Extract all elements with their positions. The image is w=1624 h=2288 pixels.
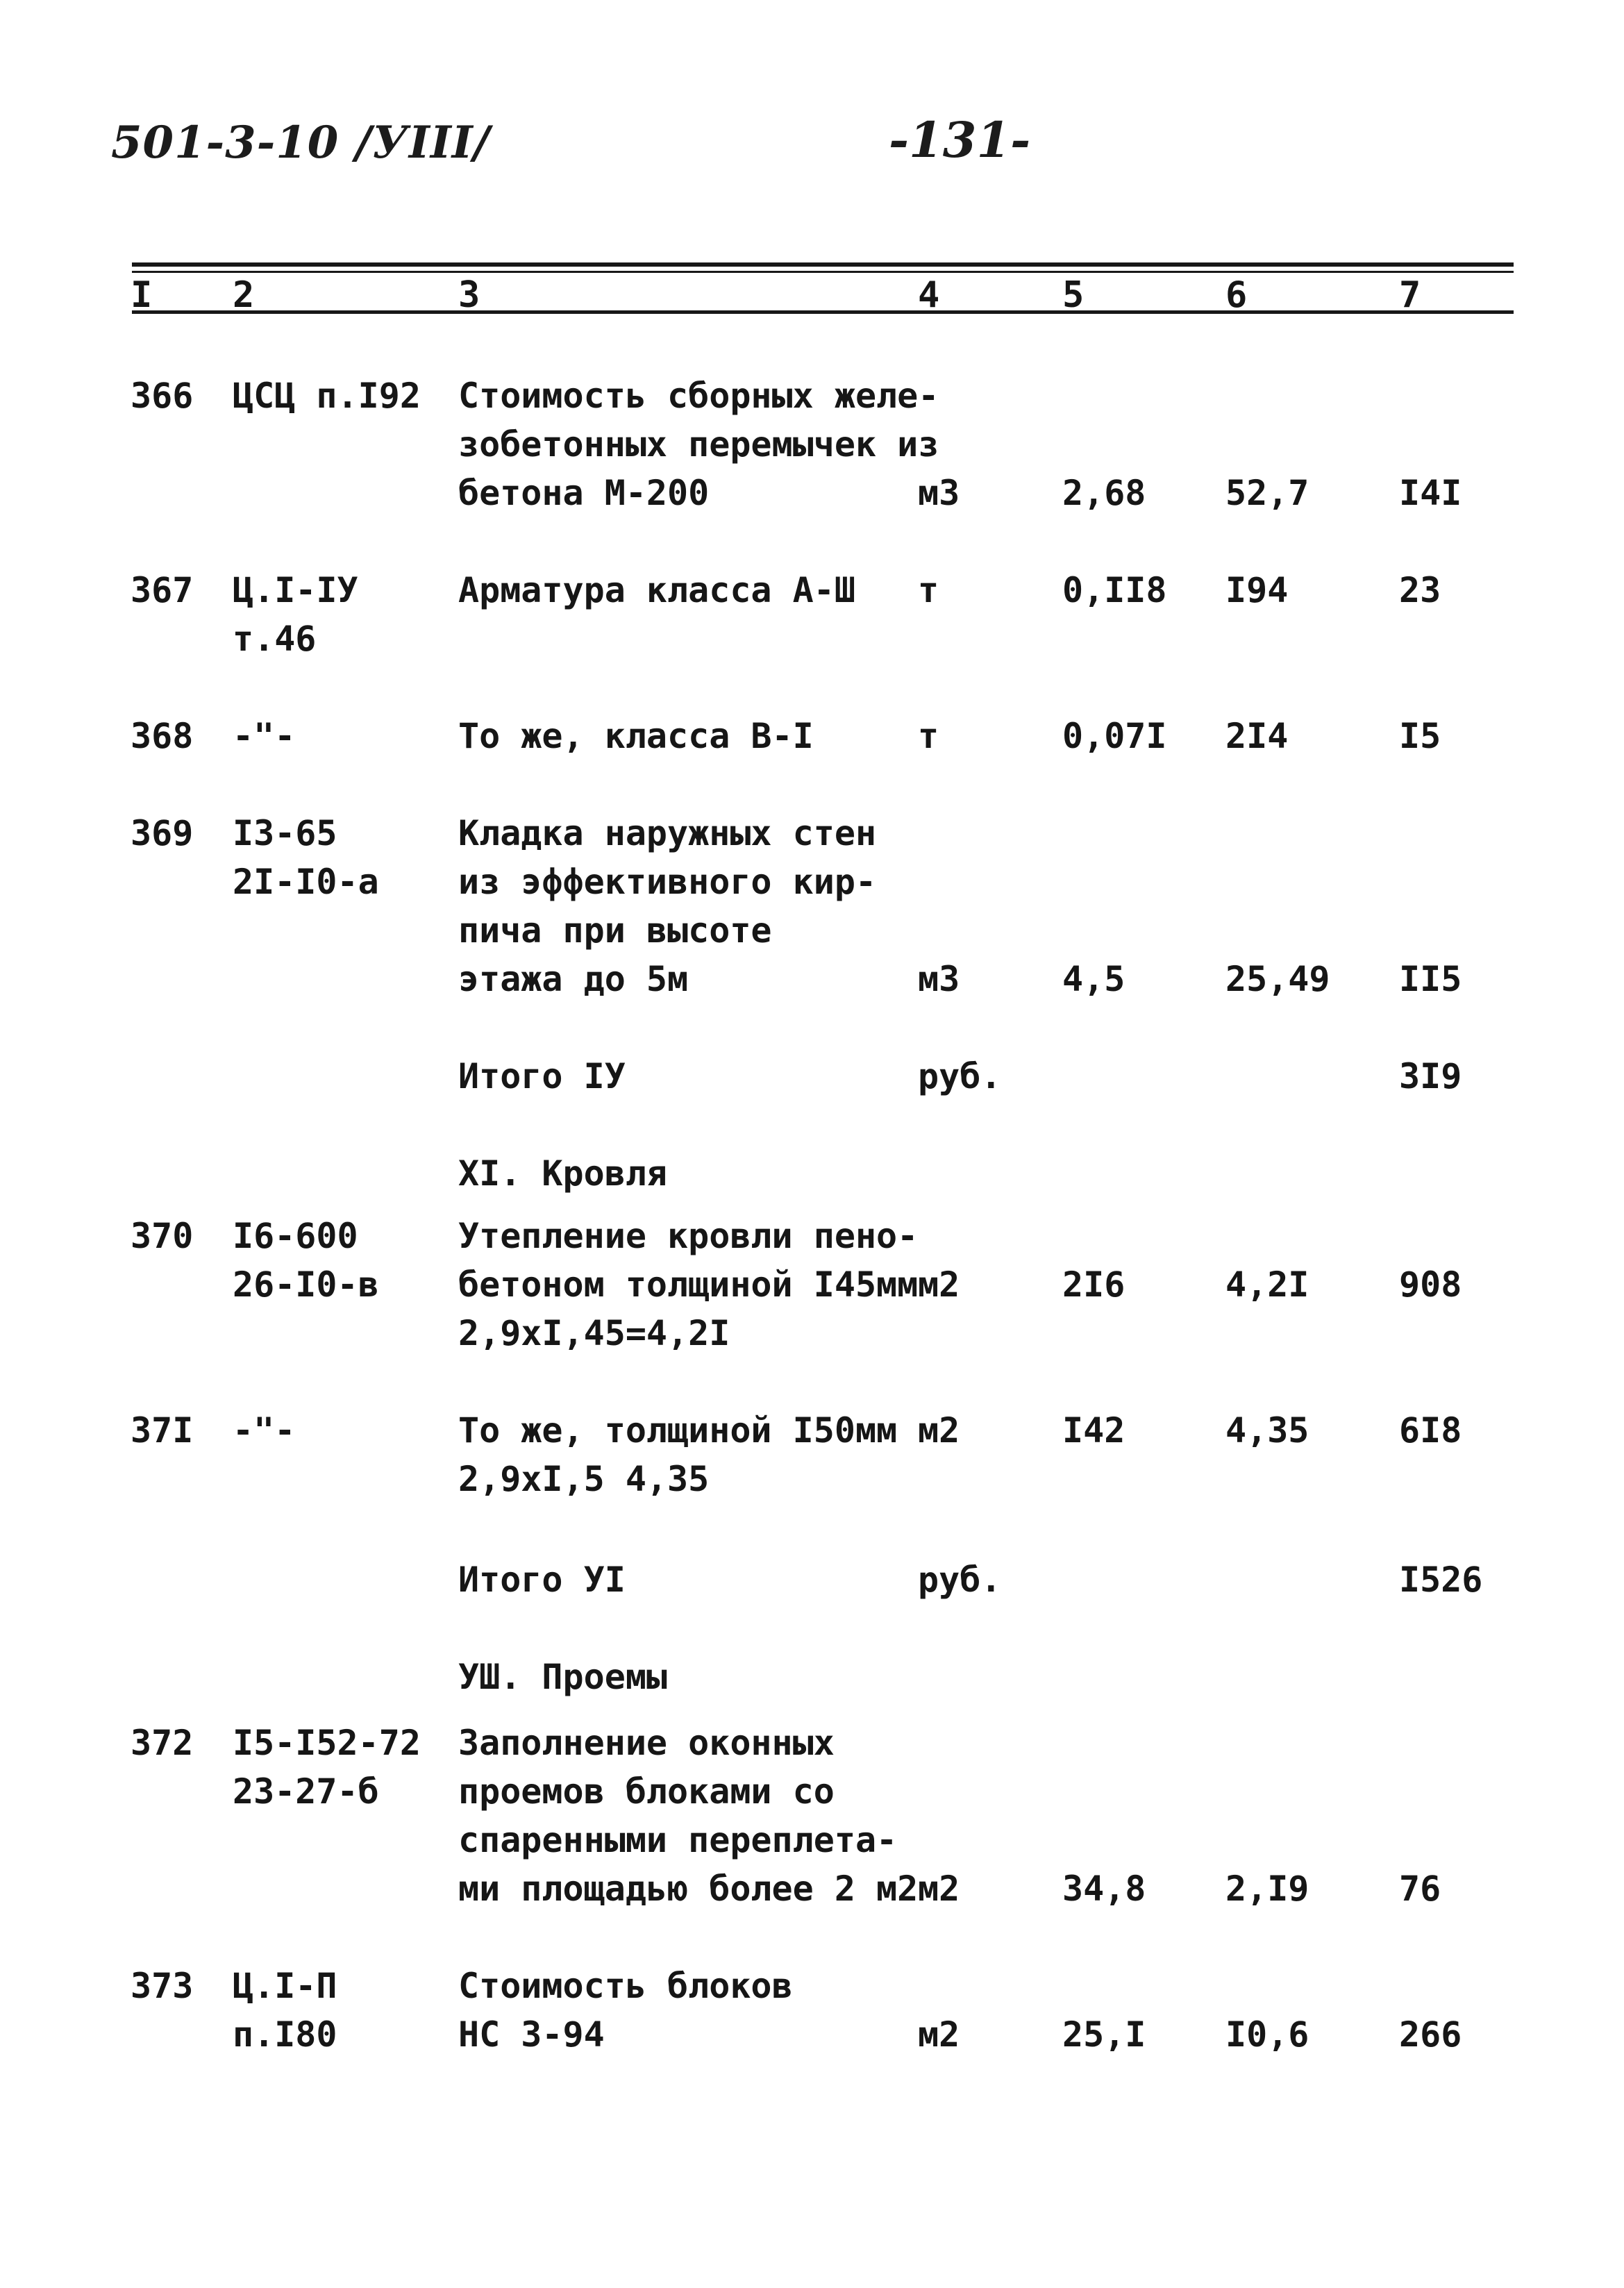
table-top-rule-thin: [132, 271, 1514, 273]
subtotal-unit: руб.: [918, 1056, 1002, 1096]
row-unit-price: I0,6: [1225, 2014, 1309, 2055]
row-number: 370: [131, 1216, 194, 1256]
row-description: Заполнение оконных проемов блоками со спаренными переплета- ми площадью более 2 м2: [458, 1723, 919, 1909]
row-quantity: 34,8: [1062, 1869, 1146, 1909]
row-unit: т: [918, 570, 939, 610]
row-unit: м2: [918, 1264, 960, 1305]
row-total: 76: [1399, 1869, 1441, 1909]
section-heading: УШ. Проемы: [458, 1657, 668, 1697]
row-number: 366: [131, 376, 194, 416]
row-total: I4I: [1399, 473, 1462, 513]
row-total: 266: [1399, 2014, 1462, 2055]
row-quantity: 0,07I: [1062, 716, 1167, 756]
row-total: II5: [1399, 959, 1462, 999]
row-unit-price: 2I4: [1225, 716, 1289, 756]
row-number: 372: [131, 1723, 194, 1763]
row-unit: т: [918, 716, 939, 756]
row-total: 908: [1399, 1264, 1462, 1305]
row-description: Кладка наружных стен из эффективного кир- пича при высоте этажа до 5м: [458, 813, 877, 999]
row-code: Ц.I-П п.I80: [233, 1966, 337, 2055]
subtotal-label: Итого УI: [458, 1560, 626, 1600]
row-unit: м3: [918, 473, 960, 513]
row-number: 368: [131, 716, 194, 756]
row-unit-price: 2,I9: [1225, 1869, 1309, 1909]
row-code: Ц.I-IУ т.46: [233, 570, 358, 659]
row-quantity: 25,I: [1062, 2014, 1146, 2055]
row-number: 37I: [131, 1410, 194, 1451]
column-header-3: 3: [458, 274, 480, 316]
row-total: I5: [1399, 716, 1441, 756]
row-unit: м3: [918, 959, 960, 999]
row-number: 369: [131, 813, 194, 853]
row-total: 6I8: [1399, 1410, 1462, 1451]
row-total: 23: [1399, 570, 1441, 610]
row-quantity: 0,II8: [1062, 570, 1167, 610]
row-code: I6-600 26-I0-в: [233, 1216, 379, 1305]
row-description: То же, класса В-I: [458, 716, 814, 756]
column-header-4: 4: [918, 274, 940, 316]
row-description: Утепление кровли пено- бетоном толщиной I45мм 2,9хI,45=4,2I: [458, 1216, 919, 1353]
row-unit: м2: [918, 2014, 960, 2055]
row-unit: м2: [918, 1869, 960, 1909]
subtotal-unit: руб.: [918, 1560, 1002, 1600]
row-unit-price: I94: [1225, 570, 1289, 610]
row-quantity: 4,5: [1062, 959, 1125, 999]
column-header-5: 5: [1062, 274, 1085, 316]
header-bottom-rule: [132, 310, 1514, 314]
row-quantity: 2,68: [1062, 473, 1146, 513]
column-header-6: 6: [1225, 274, 1248, 316]
row-number: 367: [131, 570, 194, 610]
row-unit-price: 25,49: [1225, 959, 1330, 999]
table-top-rule: [132, 262, 1514, 267]
row-description: Арматура класса А-Ш: [458, 570, 855, 610]
column-header-1: I: [131, 274, 153, 316]
row-code: -"-: [233, 1410, 296, 1451]
subtotal-value: 3I9: [1399, 1056, 1462, 1096]
row-unit: м2: [918, 1410, 960, 1451]
column-header-2: 2: [233, 274, 255, 316]
document-code: 501-3-10 /УIII/: [111, 117, 491, 169]
section-heading: XI. Кровля: [458, 1153, 668, 1194]
row-unit-price: 52,7: [1225, 473, 1309, 513]
row-code: I3-65 2I-I0-а: [233, 813, 379, 902]
row-description: Стоимость сборных желе- зобетонных перемычек из бетона М-200: [458, 376, 939, 513]
row-unit-price: 4,2I: [1225, 1264, 1309, 1305]
row-description: Стоимость блоков НС 3-94: [458, 1966, 793, 2055]
row-unit-price: 4,35: [1225, 1410, 1309, 1451]
row-description: То же, толщиной I50мм 2,9хI,5 4,35: [458, 1410, 898, 1499]
column-header-7: 7: [1399, 274, 1421, 316]
row-code: -"-: [233, 716, 296, 756]
page-number: -131-: [889, 111, 1031, 169]
row-number: 373: [131, 1966, 194, 2006]
row-code: I5-I52-72 23-27-б: [233, 1723, 421, 1812]
row-quantity: I42: [1062, 1410, 1125, 1451]
row-code: ЦСЦ п.I92: [233, 376, 421, 416]
subtotal-value: I526: [1399, 1560, 1483, 1600]
row-quantity: 2I6: [1062, 1264, 1125, 1305]
subtotal-label: Итого IУ: [458, 1056, 626, 1096]
